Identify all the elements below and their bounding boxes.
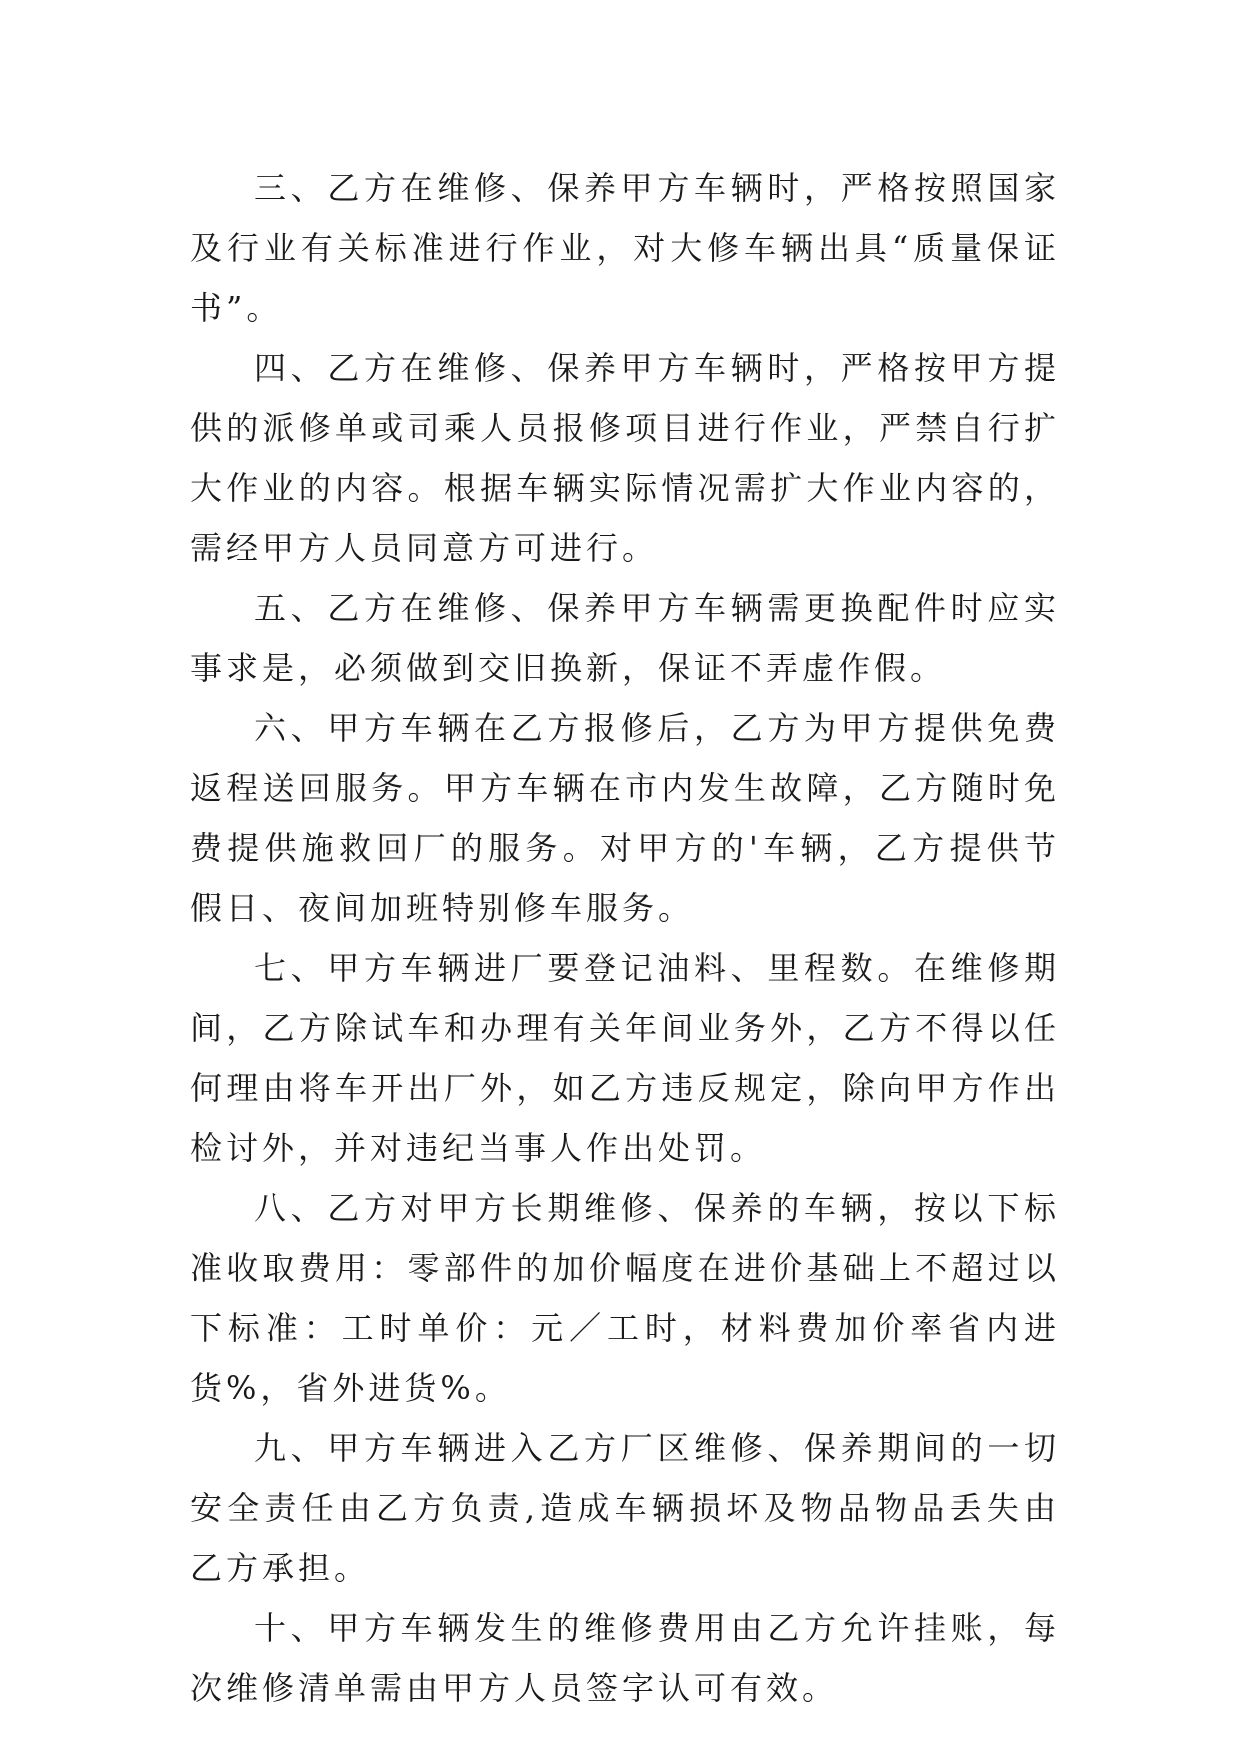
clause-8: 八、乙方对甲方长期维修、保养的车辆，按以下标准收取费用：零部件的加价幅度在进价基础上不超过以下标准：工时单价：元／工时，材料费加价率省内进货%，省外进货%。 (190, 1189, 1060, 1407)
clause-5: 五、乙方在维修、保养甲方车辆需更换配件时应实事求是，必须做到交旧换新，保证不弄虚作假。 (190, 589, 1060, 687)
clause-3: 三、乙方在维修、保养甲方车辆时，严格按照国家及行业有关标准进行作业，对大修车辆出具“质量保证书”。 (190, 169, 1060, 327)
clause-7: 七、甲方车辆进厂要登记油料、里程数。在维修期间，乙方除试车和办理有关年间业务外，乙方不得以任何理由将车开出厂外，如乙方违反规定，除向甲方作出检讨外，并对违纪当事人作出处罚。 (190, 949, 1060, 1167)
clause-10: 十、甲方车辆发生的维修费用由乙方允许挂账，每次维修清单需由甲方人员签字认可有效。 (190, 1609, 1060, 1707)
clause-6: 六、甲方车辆在乙方报修后，乙方为甲方提供免费返程送回服务。甲方车辆在市内发生故障，乙方随时免费提供施救回厂的服务。对甲方的'车辆，乙方提供节假日、夜间加班特别修车服务。 (190, 709, 1060, 927)
document-body (190, 158, 1060, 1718)
clause-4: 四、乙方在维修、保养甲方车辆时，严格按甲方提供的派修单或司乘人员报修项目进行作业，严禁自行扩大作业的内容。根据车辆实际情况需扩大作业内容的，需经甲方人员同意方可进行。 (190, 349, 1060, 567)
clause-9: 九、甲方车辆进入乙方厂区维修、保养期间的一切安全责任由乙方负责,造成车辆损坏及物品物品丢失由乙方承担。 (190, 1429, 1060, 1587)
